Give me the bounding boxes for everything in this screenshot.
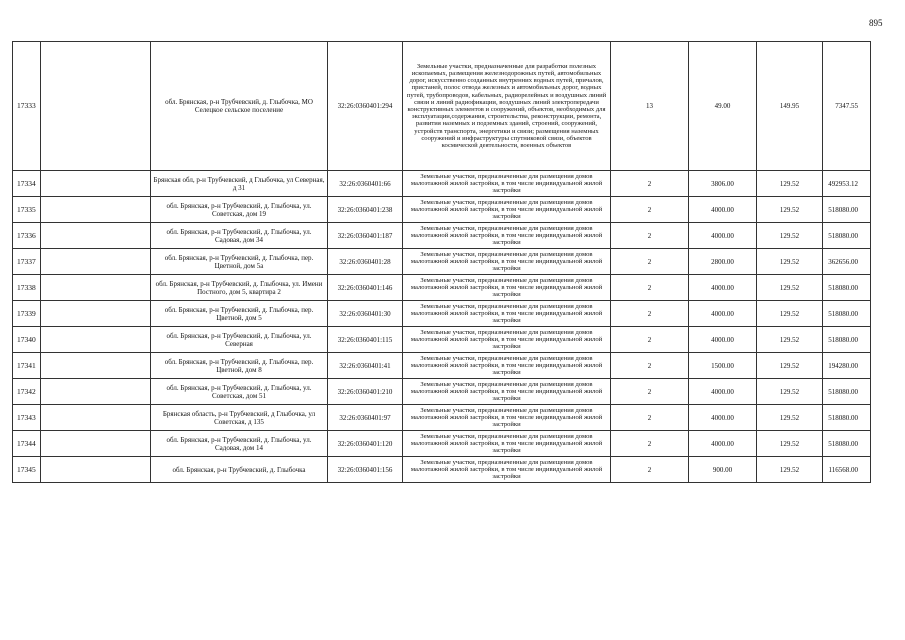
blank-cell <box>41 171 151 197</box>
row-number: 17334 <box>13 171 41 197</box>
land-use-category-cell: Земельные участки, предназначенные для размещения домов малоэтажной жилой застройки, в том числе индивидуальной жилой застройки <box>403 327 611 353</box>
group-number-cell: 2 <box>611 301 689 327</box>
area-cell: 1500.00 <box>689 353 757 379</box>
row-number: 17340 <box>13 327 41 353</box>
row-number: 17341 <box>13 353 41 379</box>
address-cell: обл. Брянская, р-н Трубчевский, д. Глыбочка, ул. Имени Постного, дом 5, квартира 2 <box>151 275 328 301</box>
cadastral-number-cell: 32:26:0360401:97 <box>328 405 403 431</box>
cadastral-number-cell: 32:26:0360401:294 <box>328 42 403 171</box>
address-cell: Брянская обл, р-н Трубчевский, д Глыбочка, ул Северная, д 31 <box>151 171 328 197</box>
address-cell: обл. Брянская, р-н Трубчевский, д. Глыбочка, ул. Советская, дом 51 <box>151 379 328 405</box>
table-row <box>13 42 871 171</box>
group-number-cell: 2 <box>611 405 689 431</box>
address-cell: обл. Брянская, р-н Трубчевский, д. Глыбочка, МО Селецкое сельское поселение <box>151 42 328 171</box>
cadastral-value-cell: 518080.00 <box>823 431 871 457</box>
specific-value-cell: 129.52 <box>757 301 823 327</box>
row-number: 17344 <box>13 431 41 457</box>
cadastral-value-cell: 518080.00 <box>823 223 871 249</box>
specific-value-cell: 129.52 <box>757 223 823 249</box>
group-number-cell: 2 <box>611 223 689 249</box>
land-use-category-cell: Земельные участки, предназначенные для размещения домов малоэтажной жилой застройки, в том числе индивидуальной жилой застройки <box>403 275 611 301</box>
cadastral-number-cell: 32:26:0360401:41 <box>328 353 403 379</box>
area-cell: 4000.00 <box>689 197 757 223</box>
land-use-category-cell: Земельные участки, предназначенные для размещения домов малоэтажной жилой застройки, в том числе индивидуальной жилой застройки <box>403 457 611 483</box>
cadastral-number-cell: 32:26:0360401:66 <box>328 171 403 197</box>
land-use-category-cell: Земельные участки, предназначенные для размещения домов малоэтажной жилой застройки, в том числе индивидуальной жилой застройки <box>403 379 611 405</box>
row-number: 17337 <box>13 249 41 275</box>
group-number-cell: 2 <box>611 197 689 223</box>
area-cell: 4000.00 <box>689 379 757 405</box>
specific-value-cell: 129.52 <box>757 457 823 483</box>
address-cell: обл. Брянская, р-н Трубчевский, д. Глыбочка, ул. Садовая, дом 14 <box>151 431 328 457</box>
page-number: 895 <box>869 18 883 28</box>
specific-value-cell: 129.52 <box>757 353 823 379</box>
cadastral-number-cell: 32:26:0360401:120 <box>328 431 403 457</box>
row-number: 17336 <box>13 223 41 249</box>
specific-value-cell: 149.95 <box>757 42 823 171</box>
group-number-cell: 2 <box>611 379 689 405</box>
group-number-cell: 13 <box>611 42 689 171</box>
specific-value-cell: 129.52 <box>757 197 823 223</box>
area-cell: 4000.00 <box>689 223 757 249</box>
cadastral-value-cell: 362656.00 <box>823 249 871 275</box>
table-row <box>13 379 871 405</box>
area-cell: 900.00 <box>689 457 757 483</box>
address-cell: обл. Брянская, р-н Трубчевский, д. Глыбочка, ул. Садовая, дом 34 <box>151 223 328 249</box>
row-number: 17343 <box>13 405 41 431</box>
address-cell: обл. Брянская, р-н Трубчевский, д. Глыбочка, ул. Советская, дом 19 <box>151 197 328 223</box>
area-cell: 4000.00 <box>689 275 757 301</box>
cadastral-value-cell: 116568.00 <box>823 457 871 483</box>
group-number-cell: 2 <box>611 249 689 275</box>
table-row <box>13 431 871 457</box>
row-number: 17335 <box>13 197 41 223</box>
address-cell: обл. Брянская, р-н Трубчевский, д. Глыбочка, ул. Северная <box>151 327 328 353</box>
specific-value-cell: 129.52 <box>757 431 823 457</box>
address-cell: Брянская область, р-н Трубчевский, д Глыбочка, ул Советская, д 135 <box>151 405 328 431</box>
area-cell: 4000.00 <box>689 405 757 431</box>
land-use-category-cell: Земельные участки, предназначенные для размещения домов малоэтажной жилой застройки, в том числе индивидуальной жилой застройки <box>403 431 611 457</box>
cadastral-value-cell: 492953.12 <box>823 171 871 197</box>
specific-value-cell: 129.52 <box>757 327 823 353</box>
blank-cell <box>41 301 151 327</box>
table-row <box>13 249 871 275</box>
cadastral-value-cell: 518080.00 <box>823 301 871 327</box>
blank-cell <box>41 353 151 379</box>
blank-cell <box>41 197 151 223</box>
blank-cell <box>41 249 151 275</box>
address-cell: обл. Брянская, р-н Трубчевский, д. Глыбочка <box>151 457 328 483</box>
cadastral-value-cell: 518080.00 <box>823 275 871 301</box>
cadastral-number-cell: 32:26:0360401:187 <box>328 223 403 249</box>
table-row <box>13 197 871 223</box>
area-cell: 4000.00 <box>689 431 757 457</box>
specific-value-cell: 129.52 <box>757 405 823 431</box>
blank-cell <box>41 379 151 405</box>
table-row <box>13 301 871 327</box>
row-number: 17339 <box>13 301 41 327</box>
cadastral-value-cell: 194280.00 <box>823 353 871 379</box>
cadastral-value-cell: 518080.00 <box>823 327 871 353</box>
area-cell: 49.00 <box>689 42 757 171</box>
area-cell: 2800.00 <box>689 249 757 275</box>
cadastral-number-cell: 32:26:0360401:28 <box>328 249 403 275</box>
cadastral-value-cell: 518080.00 <box>823 405 871 431</box>
specific-value-cell: 129.52 <box>757 275 823 301</box>
blank-cell <box>41 405 151 431</box>
land-use-category-cell: Земельные участки, предназначенные для размещения домов малоэтажной жилой застройки, в том числе индивидуальной жилой застройки <box>403 249 611 275</box>
group-number-cell: 2 <box>611 171 689 197</box>
group-number-cell: 2 <box>611 431 689 457</box>
address-cell: обл. Брянская, р-н Трубчевский, д. Глыбочка, пер. Цветной, дом 5а <box>151 249 328 275</box>
land-use-category-cell: Земельные участки, предназначенные для размещения домов малоэтажной жилой застройки, в том числе индивидуальной жилой застройки <box>403 405 611 431</box>
cadastral-number-cell: 32:26:0360401:30 <box>328 301 403 327</box>
cadastral-value-cell: 7347.55 <box>823 42 871 171</box>
row-number: 17333 <box>13 42 41 171</box>
blank-cell <box>41 431 151 457</box>
cadastral-number-cell: 32:26:0360401:210 <box>328 379 403 405</box>
table-row <box>13 223 871 249</box>
cadastral-number-cell: 32:26:0360401:238 <box>328 197 403 223</box>
land-use-category-cell: Земельные участки, предназначенные для размещения домов малоэтажной жилой застройки, в том числе индивидуальной жилой застройки <box>403 301 611 327</box>
row-number: 17345 <box>13 457 41 483</box>
table-row <box>13 353 871 379</box>
land-use-category-cell: Земельные участки, предназначенные для размещения домов малоэтажной жилой застройки, в том числе индивидуальной жилой застройки <box>403 223 611 249</box>
land-use-category-cell: Земельные участки, предназначенные для размещения домов малоэтажной жилой застройки, в том числе индивидуальной жилой застройки <box>403 171 611 197</box>
cadastral-number-cell: 32:26:0360401:156 <box>328 457 403 483</box>
land-use-category-cell: Земельные участки, предназначенные для размещения домов малоэтажной жилой застройки, в том числе индивидуальной жилой застройки <box>403 353 611 379</box>
blank-cell <box>41 42 151 171</box>
group-number-cell: 2 <box>611 275 689 301</box>
blank-cell <box>41 275 151 301</box>
cadastral-value-table <box>12 41 871 483</box>
specific-value-cell: 129.52 <box>757 171 823 197</box>
group-number-cell: 2 <box>611 353 689 379</box>
land-use-category-cell: Земельные участки, предназначенные для разработки полезных ископаемых, размещения железнодорожных путей, автомобильных дорог, искусственно созданных внутренних водных путей, причалов, пристаней, полос отвода железных и автомобильных дорог, водных путей, трубопроводов, кабельных, радиорелейных и воздушных линий связи и линий радиофикации, воздушных линий электропередачи конструктивных элементов и сооружений, объектов, необходимых для эксплуатации,содержания, строительства, реконструкции, ремонта, развития наземных и подземных зданий, строений, сооружений, устройств транспорта, энергетики и связи; размещения наземных сооружений и инфраструктуры спутниковой связи, объектов космической деятельности, военных объектов <box>403 42 611 171</box>
land-use-category-cell: Земельные участки, предназначенные для размещения домов малоэтажной жилой застройки, в том числе индивидуальной жилой застройки <box>403 197 611 223</box>
address-cell: обл. Брянская, р-н Трубчевский, д. Глыбочка, пер. Цветной, дом 5 <box>151 301 328 327</box>
group-number-cell: 2 <box>611 457 689 483</box>
table-row <box>13 327 871 353</box>
table-row <box>13 275 871 301</box>
table-row <box>13 457 871 483</box>
specific-value-cell: 129.52 <box>757 379 823 405</box>
table-row <box>13 405 871 431</box>
table-row <box>13 171 871 197</box>
blank-cell <box>41 223 151 249</box>
blank-cell <box>41 327 151 353</box>
cadastral-value-cell: 518080.00 <box>823 379 871 405</box>
group-number-cell: 2 <box>611 327 689 353</box>
row-number: 17338 <box>13 275 41 301</box>
cadastral-number-cell: 32:26:0360401:115 <box>328 327 403 353</box>
cadastral-number-cell: 32:26:0360401:146 <box>328 275 403 301</box>
specific-value-cell: 129.52 <box>757 249 823 275</box>
table-body <box>13 42 871 483</box>
cadastral-value-cell: 518080.00 <box>823 197 871 223</box>
area-cell: 4000.00 <box>689 301 757 327</box>
area-cell: 4000.00 <box>689 327 757 353</box>
area-cell: 3806.00 <box>689 171 757 197</box>
address-cell: обл. Брянская, р-н Трубчевский, д. Глыбочка, пер. Цветной, дом 8 <box>151 353 328 379</box>
row-number: 17342 <box>13 379 41 405</box>
blank-cell <box>41 457 151 483</box>
